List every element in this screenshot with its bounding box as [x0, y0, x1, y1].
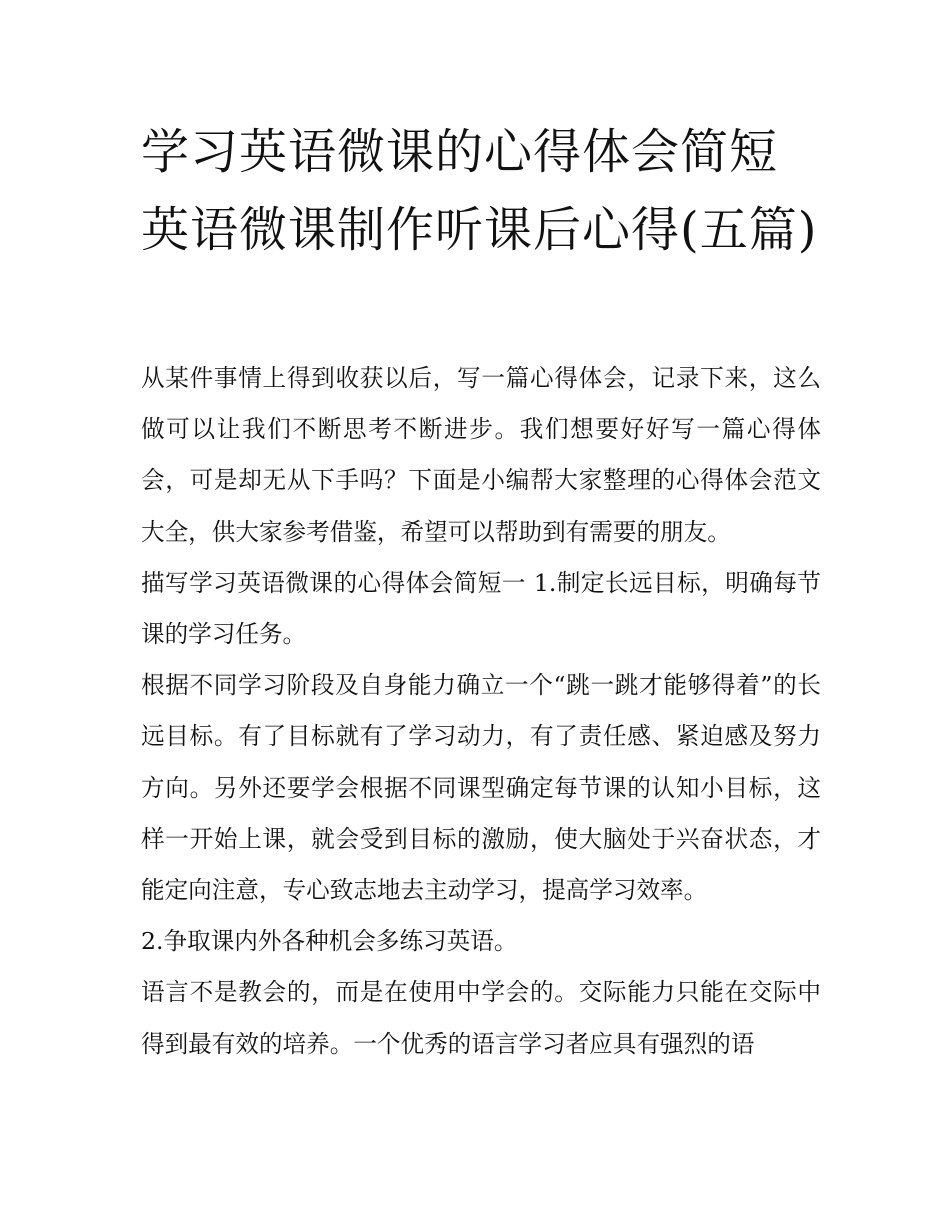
- section-heading-2: 2.争取课内外各种机会多练习英语。: [141, 927, 518, 956]
- section-heading-1: 描写学习英语微课的心得体会简短一 1.制定长远目标，明确每节课的学习任务。: [141, 568, 821, 649]
- intro-paragraph: 从某件事情上得到收获以后，写一篇心得体会，记录下来，这么做可以让我们不断思考不断进步。我们想要好好写一篇心得体会，可是却无从下手吗？下面是小编帮大家整理的心得体会范文大全，供大家参考借鉴，希望可以帮助到有需要的朋友。: [141, 364, 821, 546]
- document-title: 学习英语微课的心得体会简短英语微课制作听课后心得(五篇): [141, 124, 818, 258]
- body-paragraph-goals: 根据不同学习阶段及自身能力确立一个“跳一跳才能够得着”的长远目标。有了目标就有了学习动力，有了责任感、紧迫感及努力方向。另外还要学会根据不同课型确定每节课的认知小目标，这样一开始上课，就会受到目标的激励，使大脑处于兴奋状态，才能定向注意，专心致志地去主动学习，提高学习效率。: [141, 671, 821, 905]
- document-body: [141, 353, 821, 1070]
- body-paragraph-practice: 语言不是教会的，而是在使用中学会的。交际能力只能在交际中得到最有效的培养。一个优秀的语言学习者应具有强烈的语: [141, 978, 821, 1058]
